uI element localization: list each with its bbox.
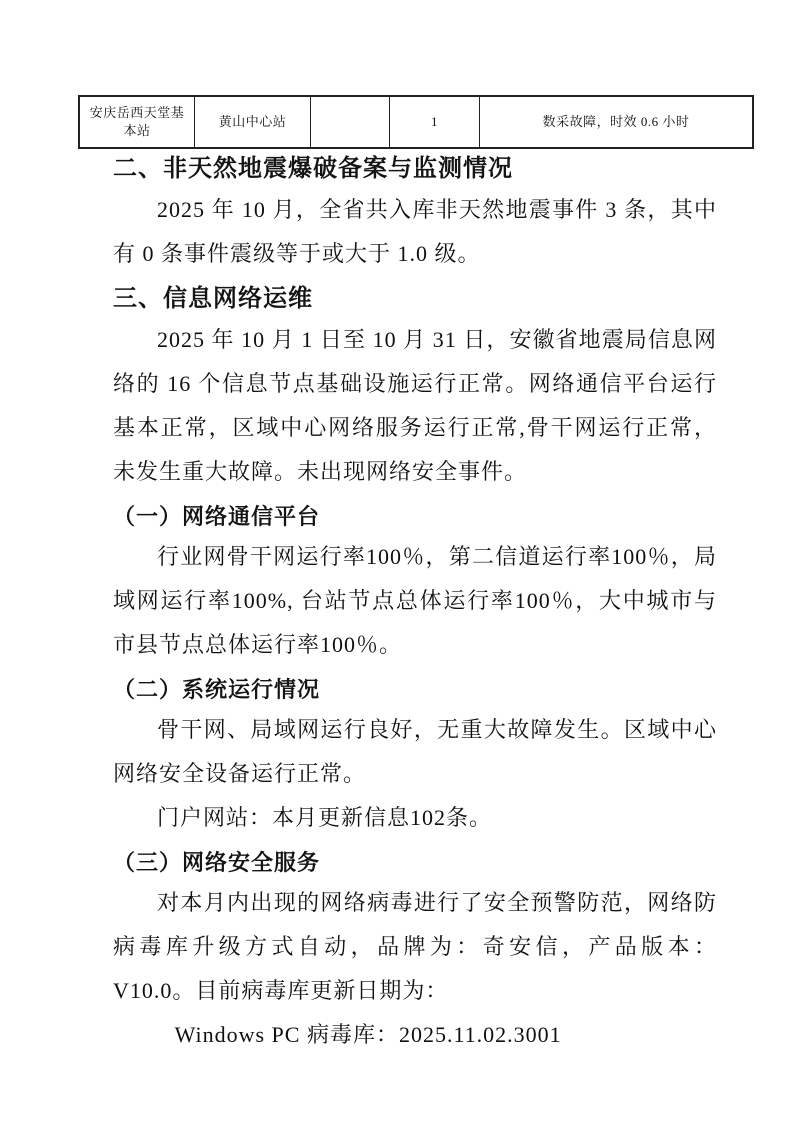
subsection3-heading: （三）网络安全服务 bbox=[113, 850, 321, 875]
virus-db-line: Windows PC 病毒库：2025.11.02.3001 bbox=[174, 1022, 562, 1047]
subsection3-paragraph: 对本月内出现的网络病毒进行了安全预警防范，网络防病毒库升级方式自动，品牌为：奇安信，产品版本：V10.0。目前病毒库更新日期为： bbox=[113, 890, 717, 1003]
cell-fault-note: 数采故障，时效 0.6 小时 bbox=[480, 96, 754, 148]
section2-heading: 二、非天然地震爆破备案与监测情况 bbox=[113, 155, 513, 182]
section3-heading: 三、信息网络运维 bbox=[113, 285, 313, 312]
table-row bbox=[79, 96, 753, 148]
station-fault-table bbox=[78, 95, 754, 149]
subsection1-heading: （一）网络通信平台 bbox=[113, 504, 321, 529]
cell-center-station: 黄山中心站 bbox=[195, 96, 311, 148]
subsection1-paragraph: 行业网骨干网运行率100％，第二信道运行率100％，局域网运行率100%, 台站节点总体运行率100％，大中城市与市县节点总体运行率100％。 bbox=[113, 544, 717, 657]
subsection2-paragraph1: 骨干网、局域网运行良好，无重大故障发生。区域中心网络安全设备运行正常。 bbox=[113, 717, 717, 786]
document-body bbox=[113, 146, 717, 1057]
cell-station-name: 安庆岳西天堂基本站 bbox=[79, 96, 195, 148]
subsection2-heading: （二）系统运行情况 bbox=[113, 677, 321, 702]
cell-count: 1 bbox=[390, 96, 480, 148]
subsection2-paragraph2: 门户网站：本月更新信息102条。 bbox=[157, 805, 493, 830]
section3-paragraph: 2025 年 10 月 1 日至 10 月 31 日，安徽省地震局信息网络的 16 个信息节点基础设施运行正常。网络通信平台运行基本正常，区域中心网络服务运行正常,骨干网运行正常，未发生重大故障。未出现网络安全事件。 bbox=[113, 327, 717, 484]
section2-paragraph: 2025 年 10 月，全省共入库非天然地震事件 3 条，其中有 0 条事件震级等于或大于 1.0 级。 bbox=[113, 197, 717, 266]
cell-empty bbox=[311, 96, 390, 148]
